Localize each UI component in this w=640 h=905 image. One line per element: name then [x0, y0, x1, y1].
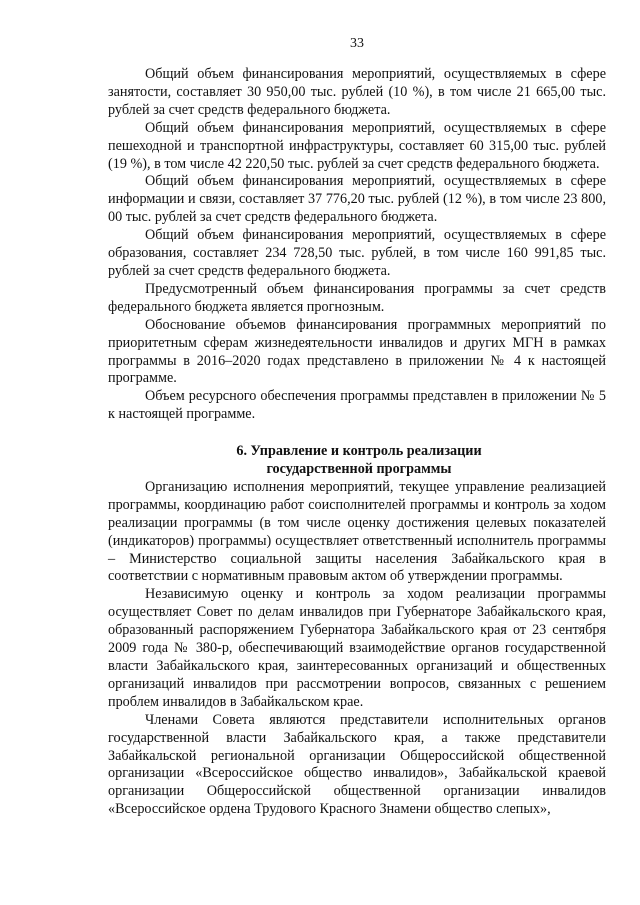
- paragraph-independent-control: Независимую оценку и контроль за ходом реализации программы осуществляет Совет по делам инвалидов при Губернаторе Забайкальского края, образованный распоряжением Губернатора Забайкальского края от 23 сентября 2009 года № 380-р, обеспечивающий взаимодействие органов государственной власти Забайкальского края, заинтересованных организаций и общественных организаций инвалидов при рассмотрении вопросов, связанных с решением проблем инвалидов в Забайкальском крае.: [108, 586, 606, 710]
- paragraph-federal-budget-forecast: Предусмотренный объем финансирования программы за счет средств федерального бюджета является прогнозным.: [108, 280, 606, 315]
- paragraph-council-members: Членами Совета являются представители исполнительных органов государственной власти Забайкальского края, а также представители Забайкальской региональной организации Общероссийской общественной организации «Всероссийское общество инвалидов», Забайкальской краевой организации Общероссийской общественной организации инвалидов «Всероссийское ордена Трудового Красного Знамени общество слепых»,: [108, 711, 606, 818]
- paragraph-program-management: Организацию исполнения мероприятий, текущее управление реализацией программы, координацию работ соисполнителей программы и контроль за ходом реализации программы (в том числе оценку достижения целевых показателей (индикаторов) программы) осуществляет ответственный исполнитель программы – Министерство социальной защиты населения Забайкальского края в соответствии с нормативным правовым актом об утверждении программы.: [108, 478, 606, 585]
- document-page: [108, 36, 606, 819]
- section-heading-line-1: 6. Управление и контроль реализации: [236, 443, 482, 460]
- paragraph-employment-financing: Общий объем финансирования мероприятий, осуществляемых в сфере занятости, составляет 30 950,00 тыс. рублей (10 %), в том числе 21 665,00 тыс. рублей за счет средств федерального бюджета.: [108, 66, 606, 118]
- section-heading: [108, 443, 606, 479]
- paragraph-information-financing: Общий объем финансирования мероприятий, осуществляемых в сфере информации и связи, составляет 37 776,20 тыс. рублей (12 %), в том числе 23 800, 00 тыс. рублей за счет средств федерального бюджета.: [108, 173, 606, 226]
- paragraph-justification-appendix-4: Обоснование объемов финансирования программных мероприятий по приоритетным сферам жизнедеятельности инвалидов и других МГН в рамках программы в 2016–2020 годах представлено в приложении № 4 к настоящей программе.: [108, 316, 606, 387]
- paragraph-resource-appendix-5: Объем ресурсного обеспечения программы представлен в приложении № 5 к настоящей программе.: [108, 388, 606, 423]
- page-number: 33: [350, 36, 364, 51]
- paragraph-infrastructure-financing: Общий объем финансирования мероприятий, осуществляемых в сфере пешеходной и транспортной инфраструктуры, составляет 60 315,00 тыс. рублей (19 %), в том числе 42 220,50 тыс. рублей за счет средств федерального бюджета.: [108, 119, 606, 172]
- paragraph-education-financing: Общий объем финансирования мероприятий, осуществляемых в сфере образования, составляет 234 728,50 тыс. рублей, в том числе 160 991,85 тыс. рублей за счет средств федерального бюджета.: [108, 227, 606, 279]
- section-heading-line-2: государственной программы: [266, 461, 452, 478]
